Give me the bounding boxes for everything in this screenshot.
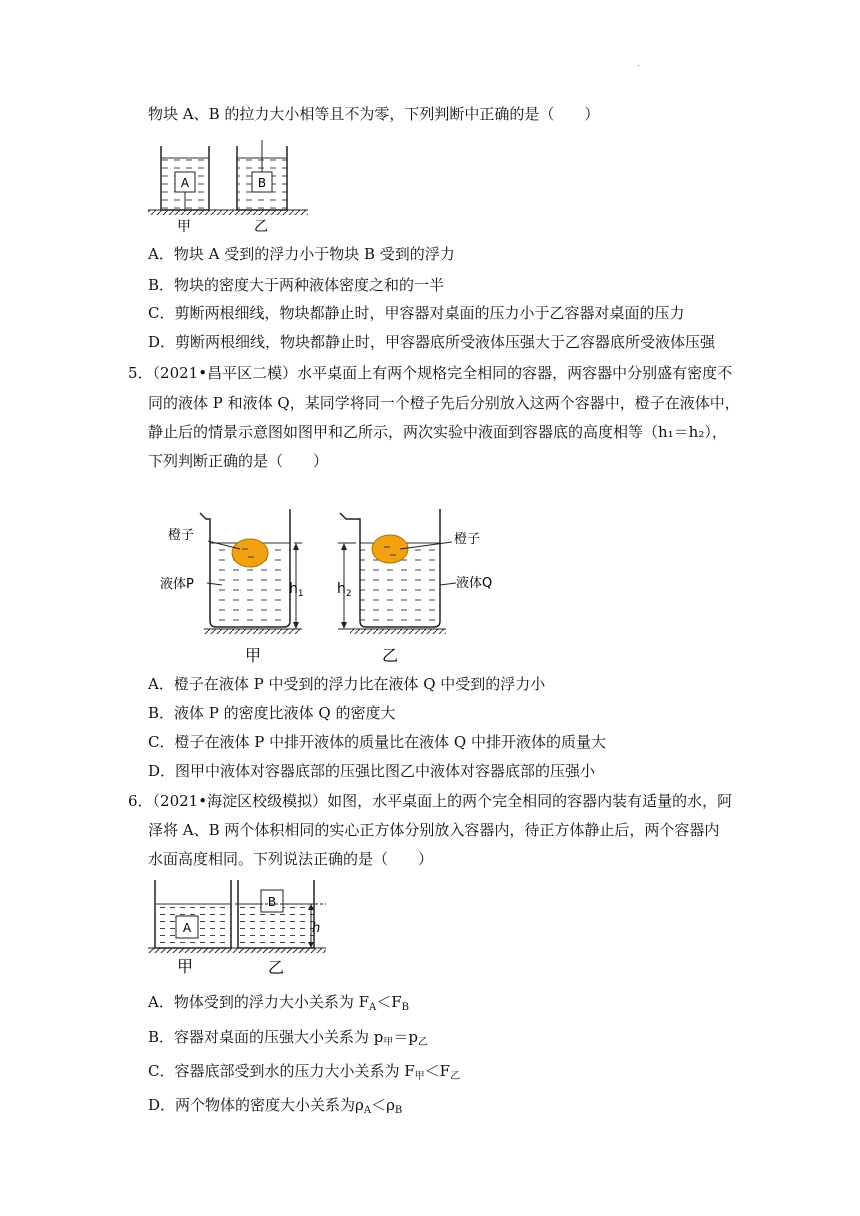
q5-stem-line-4: 下列判断正确的是（ ） bbox=[148, 452, 329, 470]
q6-option-a-sub2: B bbox=[401, 1002, 410, 1013]
q5-option-d: D．图甲中液体对容器底部的压强比图乙中液体对容器底部的压强小 bbox=[148, 762, 596, 780]
q6-option-c-sub2: 乙 bbox=[450, 1071, 461, 1082]
q6-option-d-sub2: B bbox=[394, 1105, 403, 1116]
q6-option-d-sub1: A bbox=[363, 1105, 372, 1116]
q5-h2-label: $h_2$ bbox=[337, 581, 352, 599]
q6-option-d bbox=[148, 1095, 402, 1121]
q6-option-c bbox=[148, 1061, 460, 1087]
q6-block-b: B bbox=[267, 895, 277, 909]
q5-orange-label-left: 橙子 bbox=[168, 528, 195, 543]
q6-option-b-sub2: 乙 bbox=[418, 1037, 429, 1048]
q6-option-a-mid: ＜F bbox=[376, 993, 402, 1011]
q6-stem-line-2: 泽将 A、B 两个体积相同的实心正方体分别放入容器内，待正方体静止后，两个容器内 bbox=[148, 821, 720, 839]
q5-h1-label: $h_1$ bbox=[289, 581, 304, 599]
q6-option-b-mid: ＝p bbox=[393, 1028, 419, 1046]
q5-stem-line-2: 同的液体 P 和液体 Q，某同学将同一个橙子先后分别放入这两个容器中，橙子在液体中， bbox=[148, 394, 740, 412]
q6-option-c-sub1: 甲 bbox=[414, 1071, 425, 1082]
q5-liquid-q-label: 液体Q bbox=[456, 576, 493, 591]
q5-stem-line-3: 静止后的情景示意图如图甲和乙所示，两次实验中液面到容器底的高度相等（h₁＝h₂）， bbox=[148, 423, 727, 441]
q5-orange-label-right: 橙子 bbox=[454, 532, 481, 547]
q6-option-d-mid: ＜ρ bbox=[371, 1096, 395, 1114]
q6-caption-yi: 乙 bbox=[267, 958, 285, 977]
q6-option-b-prefix: B．容器对桌面的压强大小关系为 p bbox=[148, 1028, 384, 1046]
q5-liquid-p-label: 液体P bbox=[160, 577, 194, 592]
q6-option-a-prefix: A．物体受到的浮力大小关系为 F bbox=[148, 993, 370, 1011]
q4-stem-tail: 物块 A、B 的拉力大小相等且不为零，下列判断中正确的是（ ） bbox=[148, 105, 600, 123]
q5-stem-line-1: 5．（2021•昌平区二模）水平桌面上有两个规格完全相同的容器，两容器中分别盛有密度不 bbox=[128, 364, 733, 382]
q6-h-label: h bbox=[312, 921, 321, 936]
q4-option-a: A．物块 A 受到的浮力小于物块 B 受到的浮力 bbox=[148, 245, 455, 263]
q6-block-a: A bbox=[182, 921, 192, 935]
q4-option-c: C．剪断两根细线，物块都静止时，甲容器对桌面的压力小于乙容器对桌面的压力 bbox=[148, 304, 685, 322]
page-mark: . bbox=[637, 58, 641, 69]
q6-option-b-sub1: 甲 bbox=[383, 1037, 394, 1048]
q6-caption-jia: 甲 bbox=[176, 957, 194, 976]
q6-stem-line-3: 水面高度相同。下列说法正确的是（ ） bbox=[148, 850, 434, 868]
q6-option-b bbox=[148, 1027, 428, 1053]
q4-block-b: B bbox=[257, 176, 267, 190]
q4-block-a: A bbox=[180, 176, 190, 190]
q6-stem-line-1: 6．（2021•海淀区校级模拟）如图，水平桌面上的两个完全相同的容器内装有适量的水，阿 bbox=[128, 792, 733, 810]
q5-caption-yi: 乙 bbox=[381, 646, 399, 665]
q5-figure bbox=[160, 505, 510, 667]
q4-option-b: B．物块的密度大于两种液体密度之和的一半 bbox=[148, 276, 445, 294]
q5-option-a: A．橙子在液体 P 中受到的浮力比在液体 Q 中受到的浮力小 bbox=[148, 675, 546, 693]
q4-figure bbox=[148, 140, 318, 236]
q5-caption-jia: 甲 bbox=[244, 646, 262, 665]
q4-option-d: D．剪断两根细线，物块都静止时，甲容器底所受液体压强大于乙容器底所受液体压强 bbox=[148, 333, 716, 351]
q5-option-c: C．橙子在液体 P 中排开液体的质量比在液体 Q 中排开液体的质量大 bbox=[148, 733, 606, 751]
q6-figure bbox=[148, 876, 338, 980]
q5-option-b: B．液体 P 的密度比液体 Q 的密度大 bbox=[148, 704, 396, 722]
q6-option-c-mid: ＜F bbox=[424, 1062, 451, 1080]
q6-option-d-prefix: D．两个物体的密度大小关系为ρ bbox=[148, 1096, 364, 1114]
q6-option-c-prefix: C．容器底部受到水的压力大小关系为 F bbox=[148, 1062, 415, 1080]
q4-caption-yi: 乙 bbox=[254, 219, 268, 235]
q4-caption-jia: 甲 bbox=[177, 219, 191, 235]
q6-option-a bbox=[148, 992, 409, 1018]
q6-option-a-sub1: A bbox=[369, 1002, 377, 1013]
